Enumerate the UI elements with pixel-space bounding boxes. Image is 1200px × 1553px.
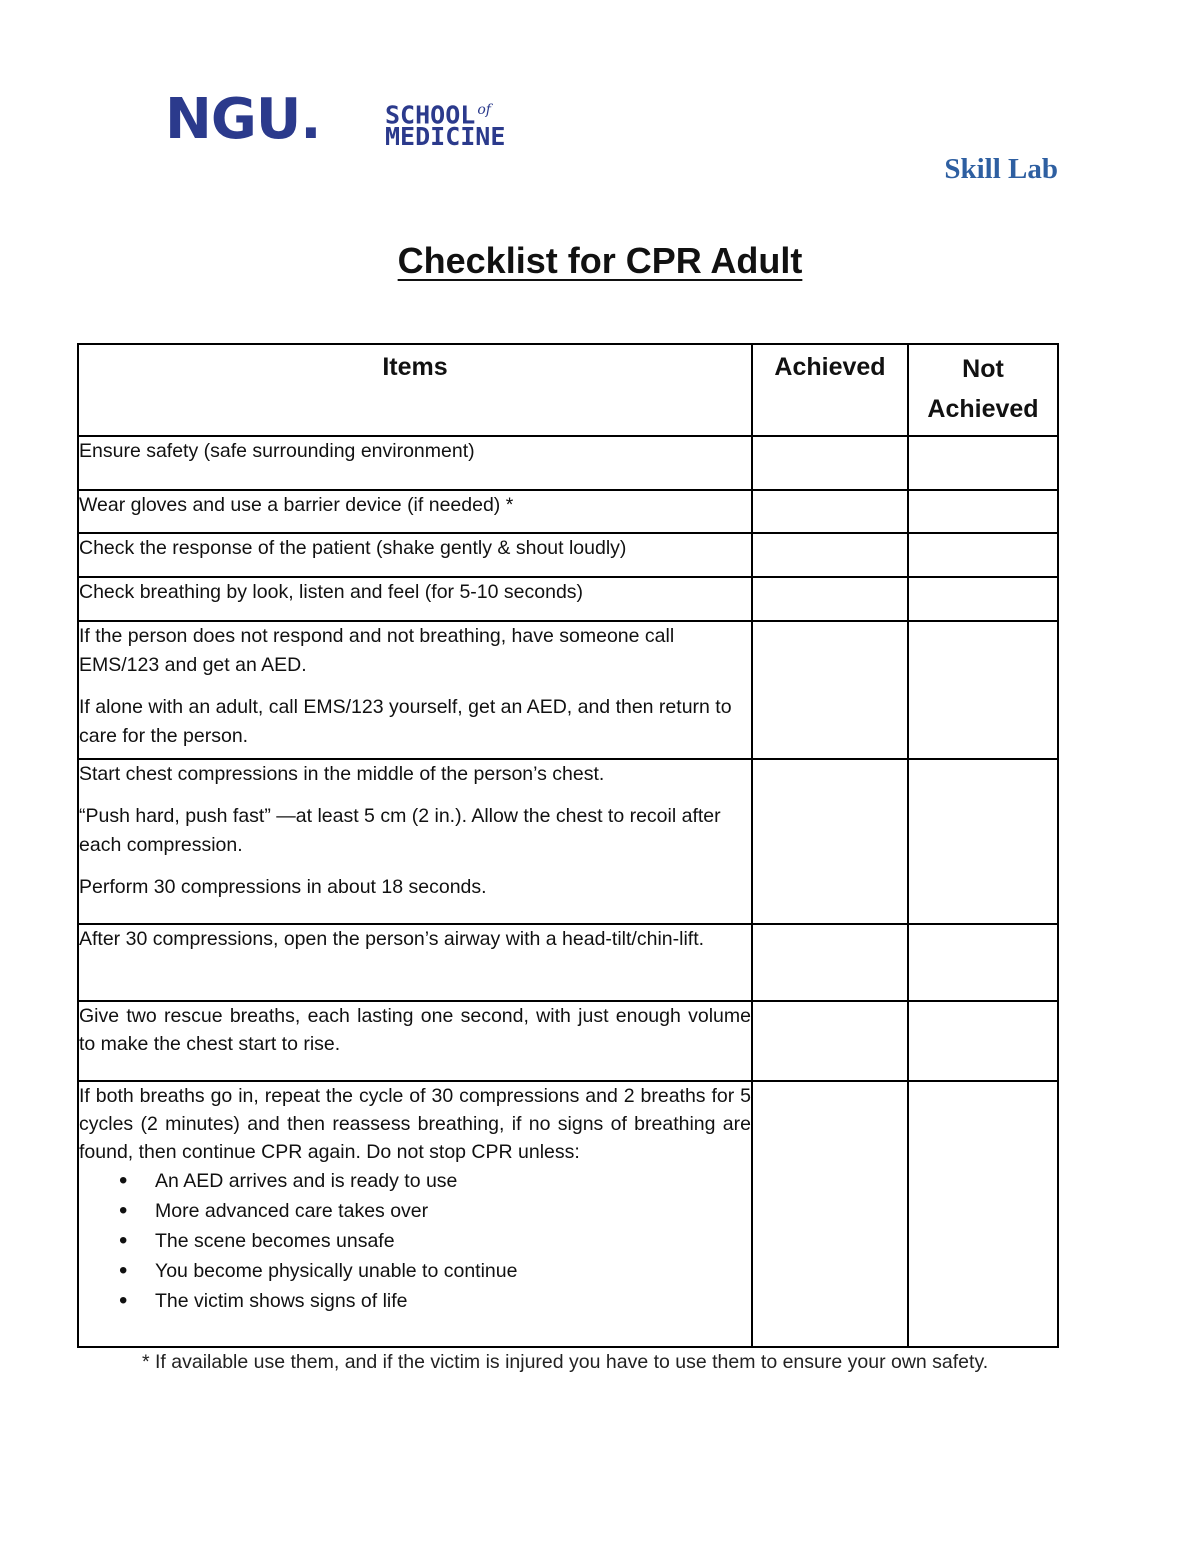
item-text: Perform 30 compressions in about 18 seconds. xyxy=(79,876,487,898)
not-achieved-cell[interactable] xyxy=(908,436,1058,490)
table-row xyxy=(78,759,1058,924)
achieved-cell[interactable] xyxy=(752,1081,908,1347)
achieved-cell[interactable] xyxy=(752,621,908,759)
achieved-cell[interactable] xyxy=(752,436,908,490)
item-cell xyxy=(78,759,752,924)
table-row xyxy=(78,621,1058,759)
header-row xyxy=(78,344,1058,436)
not-achieved-cell[interactable] xyxy=(908,490,1058,533)
item-cell xyxy=(78,1001,752,1081)
item-text: Check the response of the patient (shake gently & shout loudly) xyxy=(79,537,627,559)
item-cell xyxy=(78,577,752,621)
not-achieved-cell[interactable] xyxy=(908,1081,1058,1347)
item-text: Wear gloves and use a barrier device (if needed) * xyxy=(79,494,514,516)
checklist-table xyxy=(77,343,1059,1348)
header-not-achieved xyxy=(908,344,1058,436)
not-achieved-cell[interactable] xyxy=(908,533,1058,577)
header-items-label: Items xyxy=(382,353,448,381)
header-not-label: Not xyxy=(962,355,1004,383)
achieved-cell[interactable] xyxy=(752,924,908,1001)
item-cell xyxy=(78,1081,752,1347)
item-text: Give two rescue breaths, each lasting one second, with just enough volume to make the chest start to rise. xyxy=(79,1005,751,1055)
item-cell xyxy=(78,533,752,577)
not-achieved-cell[interactable] xyxy=(908,1001,1058,1081)
list-item: • You become physically unable to continue xyxy=(155,1256,751,1286)
header-not-achieved-label xyxy=(909,345,1057,429)
table-row xyxy=(78,924,1058,1001)
item-text: If alone with an adult, call EMS/123 yourself, get an AED, and then return to care for the person. xyxy=(79,696,732,747)
achieved-cell[interactable] xyxy=(752,1001,908,1081)
list-item: • More advanced care takes over xyxy=(155,1196,751,1226)
page-title-text: Checklist for CPR Adult xyxy=(397,240,803,281)
list-item: • The scene becomes unsafe xyxy=(155,1226,751,1256)
item-cell xyxy=(78,924,752,1001)
item-text: After 30 compressions, open the person’s airway with a head-tilt/chin-lift. xyxy=(79,928,705,950)
header-achieved-label: Achieved xyxy=(774,353,886,381)
not-achieved-cell[interactable] xyxy=(908,621,1058,759)
footnote: * If available use them, and if the victim is injured you have to use them to ensure your own safety. xyxy=(142,1351,989,1373)
logo-ngu-wordmark: NGU. xyxy=(165,87,321,152)
logo-school-word: SCHOOL xyxy=(385,100,476,130)
achieved-cell[interactable] xyxy=(752,759,908,924)
not-achieved-cell[interactable] xyxy=(908,924,1058,1001)
table-row xyxy=(78,490,1058,533)
not-achieved-cell[interactable] xyxy=(908,759,1058,924)
table-row xyxy=(78,1001,1058,1081)
header-achieved xyxy=(752,344,908,436)
item-text: Ensure safety (safe surrounding environment) xyxy=(79,440,475,462)
item-text: Check breathing by look, listen and feel (for 5-10 seconds) xyxy=(79,581,584,603)
logo-medicine-text: MEDICINE xyxy=(385,122,506,151)
item-text: If both breaths go in, repeat the cycle of 30 compressions and 2 breaths for 5 cycles (2 minutes) and then reassess breathing, if no signs of breathing are found, then continue CPR again. Do not stop CPR unless: xyxy=(79,1085,751,1163)
list-item: • The victim shows signs of life xyxy=(155,1286,751,1316)
stop-conditions-list xyxy=(79,1166,751,1316)
skill-lab-label: Skill Lab xyxy=(944,153,1058,185)
list-item: • An AED arrives and is ready to use xyxy=(155,1166,751,1196)
header-items xyxy=(78,344,752,436)
header-not-achieved-label2: Achieved xyxy=(927,395,1039,423)
item-cell xyxy=(78,490,752,533)
achieved-cell[interactable] xyxy=(752,490,908,533)
table-row xyxy=(78,436,1058,490)
achieved-cell[interactable] xyxy=(752,533,908,577)
page-title xyxy=(0,238,1200,284)
not-achieved-cell[interactable] xyxy=(908,577,1058,621)
table-row xyxy=(78,533,1058,577)
item-text: If the person does not respond and not breathing, have someone call EMS/123 and get an AED. xyxy=(79,625,675,676)
table-row xyxy=(78,577,1058,621)
table-row xyxy=(78,1081,1058,1347)
item-text: “Push hard, push fast” —at least 5 cm (2 in.). Allow the chest to recoil after each compression. xyxy=(79,805,721,856)
achieved-cell[interactable] xyxy=(752,577,908,621)
item-cell xyxy=(78,436,752,490)
item-text: Start chest compressions in the middle of the person’s chest. xyxy=(79,763,605,785)
logo-of-word: of xyxy=(477,102,491,118)
item-cell xyxy=(78,621,752,759)
